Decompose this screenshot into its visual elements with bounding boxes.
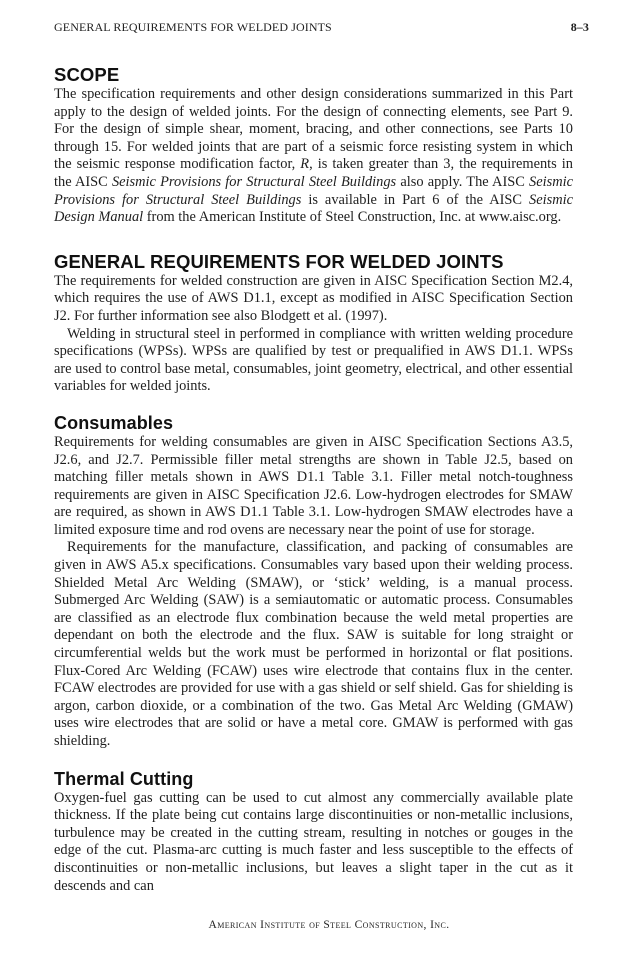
heading-consumables: Consumables bbox=[54, 412, 174, 433]
scope-text-5: from the American Institute of Steel Construction, Inc. at www.aisc.org. bbox=[143, 209, 562, 226]
section-consumables bbox=[54, 412, 573, 751]
scope-text-3: also apply. The AISC bbox=[396, 173, 530, 190]
heading-thermal-cutting: Thermal Cutting bbox=[54, 768, 194, 789]
section-thermal-cutting bbox=[54, 768, 573, 896]
scope-text-1: The specification requirements and other design considerations summarized in this Part apply to the design of welded joints. For the design of connecting elements, see Part 9. For the design of simple shear, moment, bracing, and other connections, see Parts 10 through 15. For welded joints that are part of a seismic force resisting system in which the seismic response modification factor, bbox=[54, 86, 573, 173]
consumables-paragraph-2: Requirements for the manufacture, classification, and packing of consumables are given in AWS A5.x specifications. Consumables vary based upon their welding process. Shielded Metal Arc Welding (SMAW), or ‘stick’ welding, is a manual process. Submerged Arc Welding (SAW) is a semiautomatic or automatic process. Consumables are classified as an electrode flux combination because the weld metal properties are dependant on both the electrode and the flux. SAW is suitable for long straight or circumferential welds but the work must be performed in horizontal or flat positions. Flux-Cored Arc Welding (FCAW) uses wire electrode that contains flux in the center. FCAW electrodes are provided for use with a gas shield or self shield. Gas for shielding is argon, carbon dioxide, or a combination of the two. Gas Metal Arc Welding (GMAW) uses wire electrodes that are solid or have a metal core. GMAW is performed with gas shielding. bbox=[54, 539, 573, 749]
page-number: 8–3 bbox=[570, 20, 589, 34]
seismic-provisions-title-1: Seismic Provisions for Structural Steel Buildings bbox=[111, 173, 397, 190]
scope-text-4: is available in Part 6 of the AISC bbox=[301, 191, 530, 208]
thermal-cutting-paragraph: Oxygen-fuel gas cutting can be used to cut almost any commercially available plate thickness. If the plate being cut contains large discontinuities or non-metallic inclusions, turbulence may be created in the cutting stream, resulting in notches or gouges in the edge of the cut. Plasma-arc cutting is much faster and less susceptible to the effects of discontinuities or non-metallic inclusions, but leaves a slight taper in the cut as it descends and can bbox=[54, 789, 573, 894]
page-content bbox=[54, 64, 573, 895]
scope-text-2: , is taken greater than 3, the requirements in the AISC bbox=[54, 156, 573, 190]
general-paragraph-1: The requirements for welded construction are given in AISC Specification Section M2.4, which requires the use of AWS D1.1, except as modified in AISC Specification Section J2. For further information see also Blodgett et al. (1997). bbox=[54, 272, 573, 324]
general-paragraph-2: Welding in structural steel in performed in compliance with written welding procedure specifications (WPSs). WPSs are qualified by test or prequalified in AWS D1.1. WPSs are used to control base metal, consumables, joint geometry, electrical, and other essential variables for welded joints. bbox=[54, 325, 573, 395]
running-header-title: GENERAL REQUIREMENTS FOR WELDED JOINTS bbox=[54, 20, 332, 34]
running-header bbox=[54, 19, 589, 35]
section-general-requirements bbox=[54, 251, 573, 396]
publisher-name: American Institute of Steel Construction, Inc. bbox=[208, 919, 450, 931]
scope-paragraph bbox=[54, 86, 573, 227]
response-modification-factor-symbol: R bbox=[300, 156, 310, 173]
seismic-design-manual-title: Seismic Design Manual bbox=[54, 191, 573, 226]
seismic-provisions-title-2: Seismic Provisions for Structural Steel Buildings bbox=[54, 173, 573, 208]
consumables-paragraph-1: Requirements for welding consumables are given in AISC Specification Sections A3.5, J2.6, and J2.7. Permissible filler metal strengths are shown in Table J2.5, based on matching filler metals shown in AWS D1.1 Table 3.1. Filler metal notch-toughness requirements are given in AISC Specification J2.6. Low-hydrogen electrodes for SMAW are required, as shown in AWS D1.1 Table 3.1. Low-hydrogen SMAW electrodes have a limited exposure time and rod ovens are necessary near the point of use for storage. bbox=[54, 433, 573, 538]
page-footer bbox=[0, 918, 638, 932]
heading-scope: SCOPE bbox=[54, 64, 120, 85]
heading-general-requirements: GENERAL REQUIREMENTS FOR WELDED JOINTS bbox=[54, 250, 504, 272]
section-scope bbox=[54, 64, 573, 227]
